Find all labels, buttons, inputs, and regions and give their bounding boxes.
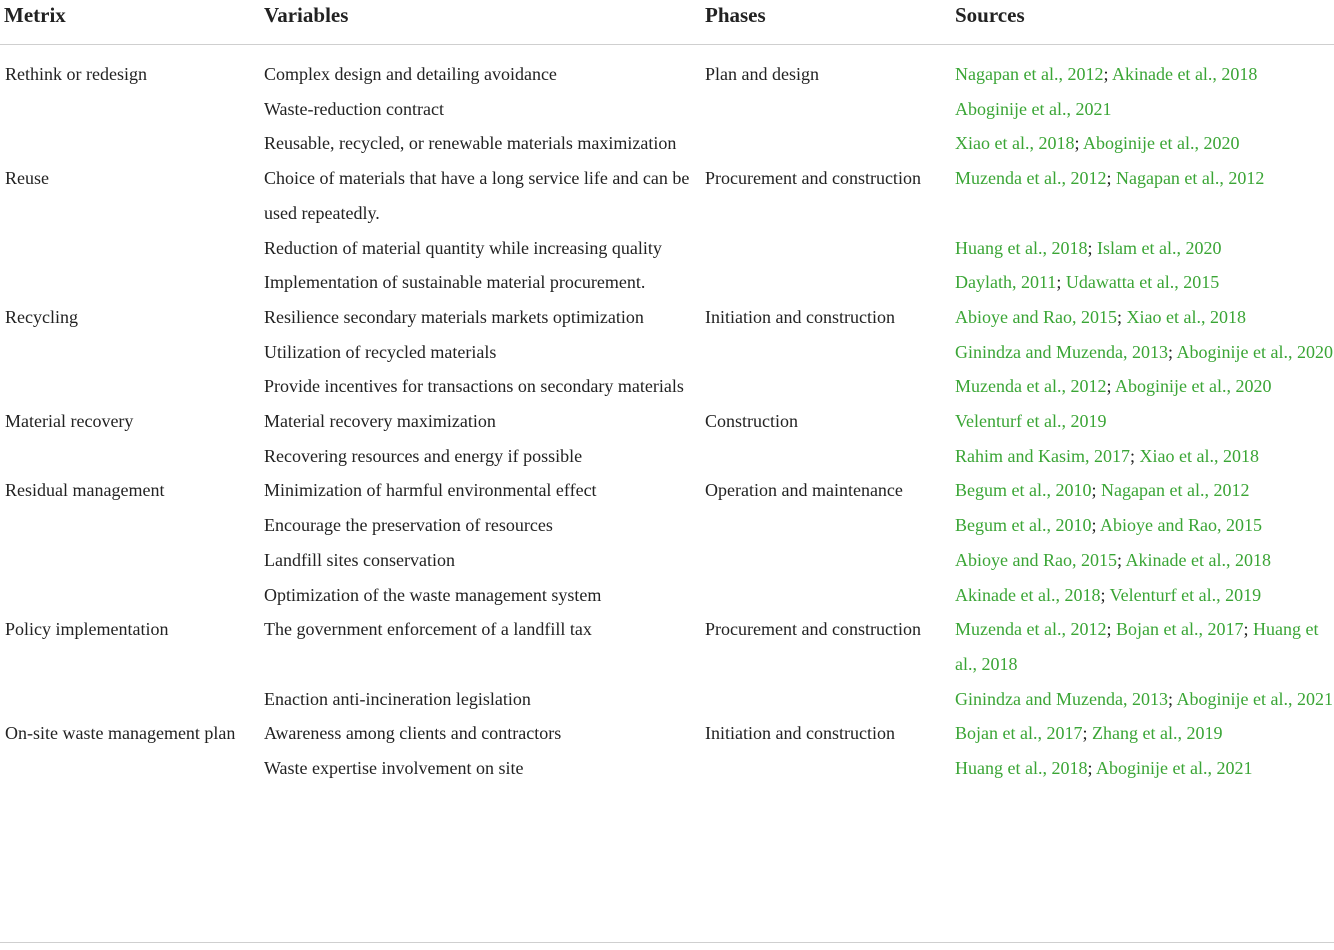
phase-cell (700, 439, 950, 474)
metrix-cell (0, 265, 259, 300)
source-link[interactable]: Zhang et al., 2019 (1092, 723, 1223, 744)
source-link[interactable]: Abioye and Rao, 2015 (955, 306, 1117, 327)
variable-cell: Provide incentives for transactions on secondary materials (264, 376, 684, 397)
variable-cell: Enaction anti-incineration legislation (264, 688, 531, 709)
variable-cell: Landfill sites conservation (264, 549, 455, 570)
sources-cell (950, 231, 1334, 266)
source-link[interactable]: Rahim and Kasim, 2017 (955, 445, 1130, 466)
sources-cell (950, 751, 1334, 796)
source-separator: ; (1087, 758, 1096, 779)
sources-cell (950, 126, 1334, 161)
source-separator: ; (1116, 549, 1126, 570)
metrix-cell (0, 335, 259, 370)
variable-cell: Complex design and detailing avoidance (264, 64, 557, 84)
sources-cell (950, 265, 1334, 300)
sources-cell (950, 161, 1334, 230)
source-link[interactable]: Udawatta et al., 2015 (1065, 272, 1220, 293)
phase-cell (700, 231, 950, 266)
bottom-rule (0, 942, 1334, 943)
variable-cell: Encourage the preservation of resources (264, 515, 553, 536)
sources-cell (950, 45, 1334, 92)
sources-cell (950, 508, 1334, 543)
metrix-cell (0, 92, 259, 127)
table-row (0, 682, 1334, 717)
phase-cell (700, 369, 950, 404)
phase-cell (700, 265, 950, 300)
source-link[interactable]: Muzenda et al., 2012 (955, 619, 1107, 640)
table-row (0, 716, 1334, 751)
metrix-cell: Recycling (5, 306, 78, 327)
header-phases: Phases (700, 0, 950, 45)
variable-cell: The government enforcement of a landfill tax (264, 619, 592, 640)
source-separator: ; (1106, 168, 1116, 189)
header-metrix: Metrix (0, 0, 259, 45)
variable-cell: Utilization of recycled materials (264, 341, 497, 362)
phase-cell: Initiation and construction (705, 723, 895, 744)
source-link[interactable]: Nagapan et al., 2012 (1101, 480, 1250, 501)
source-separator: ; (1074, 133, 1083, 154)
phase-cell: Plan and design (705, 64, 819, 84)
phase-cell: Construction (705, 411, 798, 432)
metrix-cell: Material recovery (5, 411, 134, 432)
sources-cell (950, 682, 1334, 717)
source-separator: ; (1103, 64, 1112, 84)
sources-cell (950, 92, 1334, 127)
source-link[interactable]: Muzenda et al., 2012 (955, 376, 1107, 397)
source-link[interactable]: Akinade et al., 2018 (1111, 64, 1258, 84)
source-link[interactable]: Nagapan et al., 2012 (1115, 168, 1265, 189)
source-separator: ; (1087, 237, 1097, 258)
table-row (0, 45, 1334, 92)
source-link[interactable]: Abioye and Rao, 2015 (1100, 515, 1262, 536)
source-link[interactable]: Akinade et al., 2018 (1125, 549, 1271, 570)
source-link[interactable]: Xiao et al., 2018 (1126, 306, 1246, 327)
table-row (0, 231, 1334, 266)
variable-cell: Waste expertise involvement on site (264, 758, 524, 779)
variable-cell: Optimization of the waste management system (264, 584, 602, 605)
source-link[interactable]: Aboginije et al., 2021 (955, 98, 1112, 119)
source-separator: ; (1106, 376, 1115, 397)
source-link[interactable]: Xiao et al., 2018 (1139, 445, 1259, 466)
metrix-cell: Rethink or redesign (5, 64, 147, 84)
source-link[interactable]: Islam et al., 2020 (1096, 237, 1222, 258)
variable-cell: Choice of materials that have a long service life and can be used repeatedly. (264, 168, 690, 223)
source-link[interactable]: Daylath, 2011 (955, 272, 1057, 293)
table-row (0, 335, 1334, 370)
table-row (0, 439, 1334, 474)
phase-cell (700, 126, 950, 161)
variable-cell: Implementation of sustainable material procurement. (264, 272, 646, 293)
table-row (0, 126, 1334, 161)
phase-cell (700, 543, 950, 578)
sources-cell (950, 335, 1334, 370)
source-separator: ; (1082, 723, 1092, 744)
source-link[interactable]: Akinade et al., 2018 (955, 584, 1101, 605)
table-row (0, 612, 1334, 681)
metrix-cell (0, 126, 259, 161)
variable-cell: Waste-reduction contract (264, 98, 444, 119)
phase-cell (700, 92, 950, 127)
variable-cell: Awareness among clients and contractors (264, 723, 562, 744)
metrix-cell: On-site waste management plan (5, 723, 236, 744)
sources-cell (950, 300, 1334, 335)
sources-cell (950, 473, 1334, 508)
table-row (0, 404, 1334, 439)
sources-cell (950, 612, 1334, 681)
source-link[interactable]: Aboginije et al., 2021 (1095, 758, 1253, 779)
source-link[interactable]: Aboginije et al., 2020 (1083, 133, 1240, 154)
phase-cell (700, 578, 950, 613)
header-row (0, 0, 1334, 45)
sources-cell (950, 369, 1334, 404)
sources-cell (950, 439, 1334, 474)
source-separator: ; (1100, 584, 1110, 605)
source-link[interactable]: Xiao et al., 2018 (955, 133, 1075, 154)
phase-cell: Procurement and construction (705, 619, 921, 640)
metrix-cell (0, 543, 259, 578)
phase-cell: Operation and maintenance (705, 480, 903, 501)
source-link[interactable]: Begum et al., 2010 (955, 480, 1092, 501)
table-row (0, 265, 1334, 300)
header-sources: Sources (950, 0, 1334, 45)
metrix-cell: Residual management (5, 480, 165, 501)
variable-cell: Minimization of harmful environmental effect (264, 480, 597, 501)
phase-cell (700, 682, 950, 717)
variable-cell: Reduction of material quantity while increasing quality (264, 237, 662, 258)
metrix-cell (0, 751, 259, 796)
sources-cell (950, 404, 1334, 439)
source-link[interactable]: Huang et al., 2018 (955, 237, 1088, 258)
source-separator: ; (1167, 341, 1177, 362)
header-variables: Variables (259, 0, 700, 45)
source-link[interactable]: Ginindza and Muzenda, 2013 (955, 688, 1168, 709)
source-link[interactable]: Muzenda et al., 2012 (955, 168, 1107, 189)
source-link[interactable]: Bojan et al., 2017 (955, 723, 1083, 744)
source-separator: ; (1056, 272, 1066, 293)
source-separator: ; (1106, 619, 1116, 640)
metrix-cell: Reuse (5, 168, 49, 189)
source-link[interactable]: Abioye and Rao, 2015 (955, 549, 1117, 570)
table-row (0, 300, 1334, 335)
table-row (0, 751, 1334, 796)
variable-cell: Resilience secondary materials markets optimization (264, 306, 644, 327)
source-link[interactable]: Velenturf et al., 2019 (1109, 584, 1262, 605)
metrix-cell: Policy implementation (5, 619, 169, 640)
source-link[interactable]: Aboginije et al., 2020 (1114, 376, 1272, 397)
table-row (0, 578, 1334, 613)
source-separator: ; (1091, 480, 1101, 501)
table-row (0, 508, 1334, 543)
variable-cell: Reusable, recycled, or renewable materials maximization (264, 133, 677, 154)
source-separator: ; (1243, 619, 1253, 640)
phase-cell (700, 751, 950, 796)
metrix-cell (0, 682, 259, 717)
phase-cell: Procurement and construction (705, 168, 921, 189)
source-separator: ; (1116, 306, 1127, 327)
sources-cell (950, 543, 1334, 578)
metrix-cell (0, 508, 259, 543)
phase-cell (700, 335, 950, 370)
source-link[interactable]: Aboginije et al., 2020 (1176, 341, 1333, 362)
source-separator: ; (1167, 688, 1177, 709)
table-row (0, 92, 1334, 127)
metrix-cell (0, 578, 259, 613)
source-link[interactable]: Velenturf et al., 2019 (955, 411, 1107, 432)
metrix-cell (0, 369, 259, 404)
variable-cell: Material recovery maximization (264, 411, 496, 432)
source-link[interactable]: Aboginije et al., 2021 (1176, 688, 1333, 709)
source-separator: ; (1091, 515, 1100, 536)
metrix-cell (0, 231, 259, 266)
table-row (0, 543, 1334, 578)
source-link[interactable]: Nagapan et al., 2012 (955, 64, 1104, 84)
phase-cell (700, 508, 950, 543)
source-link[interactable]: Bojan et al., 2017 (1115, 619, 1244, 640)
table-body (0, 45, 1334, 796)
source-separator: ; (1129, 445, 1140, 466)
source-link[interactable]: Begum et al., 2010 (955, 515, 1092, 536)
table-row (0, 161, 1334, 230)
phase-cell: Initiation and construction (705, 306, 895, 327)
sources-cell (950, 716, 1334, 751)
source-link[interactable]: Ginindza and Muzenda, 2013 (955, 341, 1168, 362)
table-row (0, 473, 1334, 508)
variable-cell: Recovering resources and energy if possible (264, 445, 583, 466)
sources-cell (950, 578, 1334, 613)
metrix-cell (0, 439, 259, 474)
source-link[interactable]: Huang et al., 2018 (955, 758, 1088, 779)
source-link[interactable]: Huang et al., 2018 (955, 619, 1319, 674)
table-row (0, 369, 1334, 404)
